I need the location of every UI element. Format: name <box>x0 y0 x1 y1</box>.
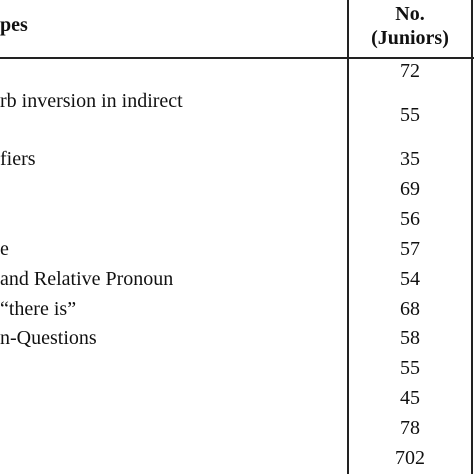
row-label: fiers <box>0 148 36 170</box>
total-value: 702 <box>395 447 425 469</box>
header-count-line2: (Juniors) <box>371 27 449 49</box>
row-label: “there is” <box>0 298 77 320</box>
row-value: 55 <box>400 104 420 126</box>
row-label: and Relative Pronoun <box>0 268 174 290</box>
header-count-line1: No. <box>395 3 425 25</box>
row-value: 45 <box>400 387 420 409</box>
row-label: rb inversion in indirect <box>0 90 183 112</box>
header-types: pes <box>0 14 28 36</box>
row-value: 68 <box>400 298 420 320</box>
row-value: 78 <box>400 417 420 439</box>
row-value: 58 <box>400 327 420 349</box>
row-value: 57 <box>400 238 420 260</box>
row-value: 55 <box>400 357 420 379</box>
row-value: 56 <box>400 208 420 230</box>
row-value: 35 <box>400 148 420 170</box>
row-value: 72 <box>400 60 420 82</box>
row-value: 69 <box>400 178 420 200</box>
row-label: n-Questions <box>0 327 97 349</box>
row-label: e <box>0 238 9 260</box>
header-count <box>349 2 471 50</box>
table-right-border <box>471 0 473 474</box>
row-value: 54 <box>400 268 420 290</box>
